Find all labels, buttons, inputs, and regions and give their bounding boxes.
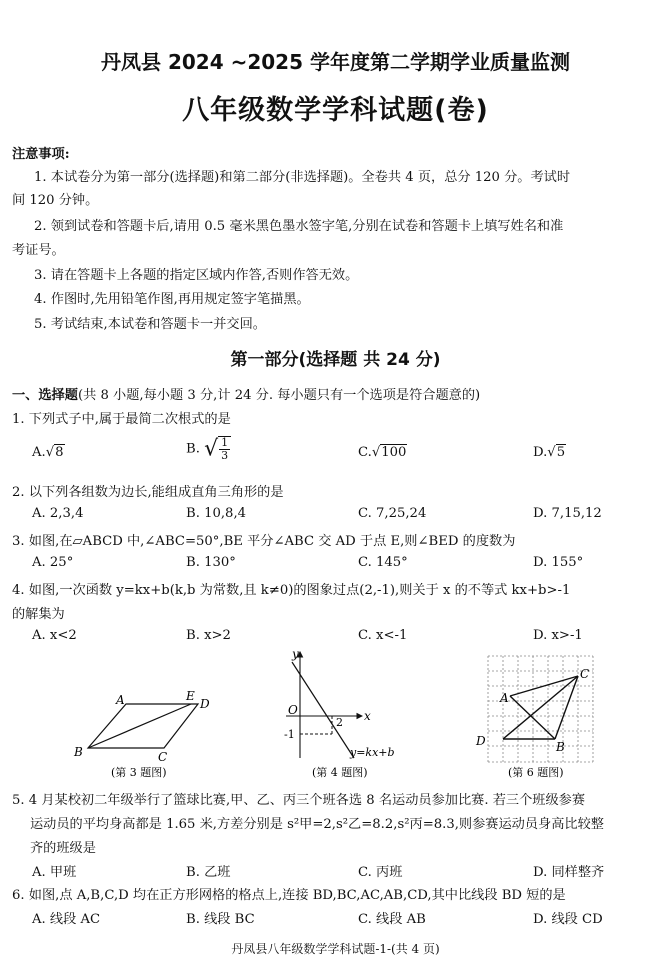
exam-title-line2: 八年级数学学科试题(卷) — [182, 95, 489, 126]
q6-stem: 6. 如图,点 A,B,C,D 均在正方形网格的格点上,连接 BD,BC,AC,AB,CD,其中比线段 BD 短的是 — [12, 888, 566, 903]
notice-item-2-line1: 2. 领到试卷和答题卡后,请用 0.5 毫米黑色墨水签字笔,分别在试卷和答题卡上填写姓名和准 — [34, 219, 564, 234]
figure-4-function-graph — [270, 646, 410, 780]
section-instruction — [12, 384, 480, 403]
q6-option-a: A. 线段 AC — [32, 912, 101, 927]
q3-option-d: D. 155° — [533, 555, 584, 570]
q5-option-a: A. 甲班 — [32, 865, 77, 880]
q1-option-c-label: C. — [358, 445, 372, 460]
q5-stem-line1: 5. 4 月某校初二年级举行了篮球比赛,甲、乙、丙三个班各选 8 名运动员参加比赛. 若三个班级参赛 — [12, 793, 586, 808]
fig6-grid-lines — [488, 656, 593, 762]
q1-option-d-radicand: 5 — [556, 445, 566, 460]
fig4-label-y: y — [292, 647, 299, 661]
fig3-label-b: B — [74, 745, 83, 759]
notice-item-1-line2: 间 120 分钟。 — [12, 193, 99, 208]
q3-stem: 3. 如图,在▱ABCD 中,∠ABC=50°,BE 平分∠ABC 交 AD 于点 E,则∠BED 的度数为 — [12, 534, 516, 549]
q2-option-c: C. 7,25,24 — [358, 506, 427, 521]
fig4-label-x: x — [364, 709, 371, 723]
notice-item-5: 5. 考试结束,本试卷和答题卡一并交回。 — [34, 317, 266, 332]
q1-option-b: B. √ $\frac{1}{3}$ — [186, 436, 231, 462]
q4-option-b: B. x>2 — [186, 628, 231, 643]
notice-item-4: 4. 作图时,先用铅笔作图,再用规定签字笔描黑。 — [34, 292, 310, 307]
q1-option-c: C.√100 — [358, 445, 407, 460]
q1-option-b-fraction — [218, 436, 231, 462]
q1-option-a-label: A. — [32, 445, 46, 460]
q4-option-a: A. x<2 — [32, 628, 77, 643]
notice-item-2-line2: 考证号。 — [12, 243, 65, 258]
q1-option-b-numerator: 1 — [221, 436, 229, 449]
section-instruction-bold: 一、选择题 — [12, 388, 78, 403]
q1-stem: 1. 下列式子中,属于最简二次根式的是 — [12, 412, 231, 427]
fig3-caption: (第 3 题图) — [111, 766, 167, 779]
fig6-label-c: C — [580, 667, 590, 681]
q1-option-d-label: D. — [533, 445, 548, 460]
line-y-kx-b — [292, 662, 354, 758]
q1-option-a-radicand: 8 — [55, 445, 64, 460]
fig6-label-a: A — [500, 691, 509, 705]
q1-option-c-radicand: 100 — [381, 445, 407, 460]
fig3-label-d: D — [200, 697, 210, 711]
fig4-label-neg1: -1 — [284, 728, 295, 741]
fig3-label-a: A — [116, 693, 125, 707]
fig3-label-c: C — [158, 750, 168, 764]
fig6-caption: (第 6 题图) — [508, 766, 564, 779]
fig6-segments — [503, 676, 578, 739]
q2-option-d: D. 7,15,12 — [533, 506, 602, 521]
segment-be — [88, 704, 191, 748]
q5-option-c: C. 丙班 — [358, 865, 403, 880]
figure-3-parallelogram — [66, 688, 226, 780]
notice-item-3: 3. 请在答题卡上各题的指定区域内作答,否则作答无效。 — [34, 268, 359, 283]
exam-title-line1: 丹凤县 2024 ~2025 学年度第二学期学业质量监测 — [101, 50, 570, 74]
q5-stem-line3: 齐的班级是 — [30, 841, 96, 856]
fig4-caption: (第 4 题图) — [312, 766, 368, 779]
section-title: 第一部分(选择题 共 24 分) — [230, 350, 441, 370]
q1-option-b-denominator: 3 — [221, 449, 229, 462]
section-instruction-rest: (共 8 小题,每小题 3 分,计 24 分. 每小题只有一个选项是符合题意的) — [77, 388, 481, 403]
q2-stem: 2. 以下列各组数为边长,能组成直角三角形的是 — [12, 485, 284, 500]
fig4-label-line: y=kx+b — [350, 746, 395, 759]
q4-option-c: C. x<-1 — [358, 628, 408, 643]
q3-option-b: B. 130° — [186, 555, 236, 570]
q4-option-d: D. x>-1 — [533, 628, 583, 643]
page-footer: 丹凤县八年级数学学科试题-1-(共 4 页) — [231, 942, 440, 956]
q1-option-a: A.√8 — [32, 445, 64, 460]
q2-option-a: A. 2,3,4 — [32, 506, 84, 521]
fig6-label-d: D — [476, 734, 486, 748]
q4-stem-line2: 的解集为 — [12, 607, 65, 622]
fig6-label-b: B — [556, 740, 565, 754]
q5-option-b: B. 乙班 — [186, 865, 231, 880]
fig3-label-e: E — [186, 689, 195, 703]
q1-option-b-label: B. — [186, 441, 200, 457]
q4-stem-line1: 4. 如图,一次函数 y=kx+b(k,b 为常数,且 k≠0)的图象过点(2,-1),则关于 x 的不等式 kx+b>-1 — [12, 583, 571, 598]
fig4-label-two: 2 — [336, 716, 343, 729]
figure-6-grid — [470, 650, 610, 780]
q6-option-d: D. 线段 CD — [533, 912, 603, 927]
q3-option-a: A. 25° — [32, 555, 74, 570]
q5-option-d: D. 同样整齐 — [533, 865, 605, 880]
q6-option-b: B. 线段 BC — [186, 912, 255, 927]
q1-option-d: D.√5 — [533, 445, 566, 460]
q2-option-b: B. 10,8,4 — [186, 506, 247, 521]
q6-option-c: C. 线段 AB — [358, 912, 426, 927]
notice-item-1-line1: 1. 本试卷分为第一部分(选择题)和第二部分(非选择题)。全卷共 4 页，总分 120 分。考试时 — [34, 170, 571, 185]
fig4-label-origin: O — [288, 703, 298, 717]
q3-option-c: C. 145° — [358, 555, 408, 570]
q5-stem-line2: 运动员的平均身高都是 1.65 米,方差分别是 s²甲=2,s²乙=8.2,s²丙=8.3,则参赛运动员身高比较整 — [30, 817, 604, 832]
notice-heading: 注意事项: — [12, 147, 70, 162]
